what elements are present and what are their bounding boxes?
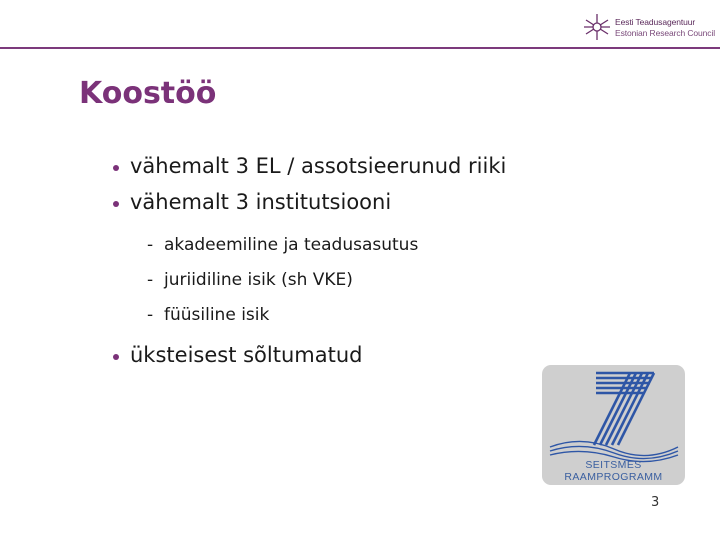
sub-bullet-marker: - <box>147 305 154 325</box>
bullet-text: vähemalt 3 EL / assotsieerunud riiki <box>130 154 507 178</box>
fp7-logo <box>542 365 685 485</box>
fp7-text-line1: SEITSMES <box>585 459 642 471</box>
bullet-marker <box>113 201 119 207</box>
sub-bullet-text: akadeemiline ja teadusasutus <box>164 235 419 255</box>
sub-bullet-text: füüsiline isik <box>164 305 270 325</box>
logo-text-english: Estonian Research Council <box>615 28 716 38</box>
fp7-text-line2: RAAMPROGRAMM <box>564 471 663 483</box>
council-emblem-icon <box>583 12 611 42</box>
bullet-text: vähemalt 3 institutsiooni <box>130 190 392 214</box>
bullet-marker <box>113 165 119 171</box>
logo-text-estonian: Eesti Teadusagentuur <box>615 17 696 27</box>
estonian-research-council-logo <box>583 12 716 42</box>
sub-bullet-marker: - <box>147 235 154 255</box>
page-number: 3 <box>651 495 660 510</box>
sub-bullet-marker: - <box>147 270 154 290</box>
header-divider <box>0 47 720 49</box>
slide-title: Koostöö <box>79 76 217 111</box>
sub-bullet-text: juriidiline isik (sh VKE) <box>164 270 353 290</box>
bullet-text: üksteisest sõltumatud <box>130 343 363 367</box>
bullet-marker <box>113 354 119 360</box>
